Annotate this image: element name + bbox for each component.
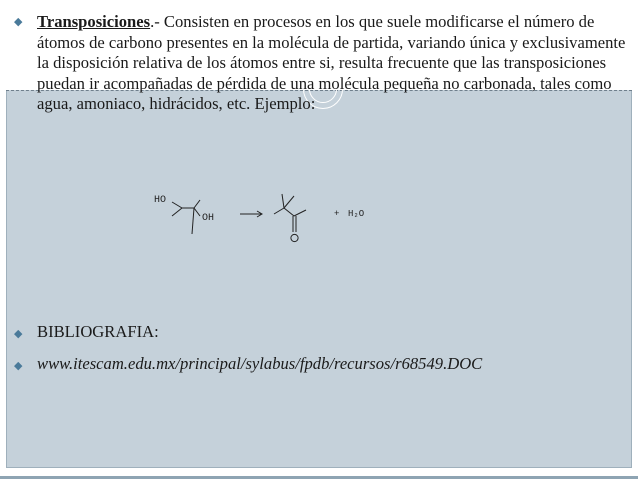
bibliography-url[interactable]: www.itescam.edu.mx/principal/sylabus/fpdb/recursos/r68549.DOC — [37, 354, 483, 373]
bibliography-url-item — [14, 354, 482, 377]
reaction-diagram — [148, 186, 388, 248]
bullet-icon: ◆ — [14, 360, 23, 372]
paragraph-text — [37, 12, 628, 115]
term-transposiciones: Transposiciones — [37, 12, 151, 31]
reaction-scheme — [148, 186, 388, 248]
bond — [194, 208, 200, 216]
bullet-icon: ◆ — [14, 328, 23, 340]
transposiciones-paragraph — [14, 12, 628, 115]
content-band — [6, 90, 632, 468]
bullet-icon: ◆ — [14, 16, 23, 28]
ho-label: HO — [154, 195, 167, 206]
bond — [294, 210, 306, 216]
bibliography-heading-item — [14, 322, 159, 345]
bond — [194, 200, 200, 208]
paragraph-body: .- Consisten en procesos en los que suele modificarse el número de átomos de carbono presentes en la molécula de partida, variando única y exclusivamente la disposición relativa de los átomos entre si, resulta frecuente que las transposiciones puedan ir acompañadas de pérdida de una molécula pequeña no carbonada, tales como agua, amoniaco, hidrácidos, etc. Ejemplo: — [37, 12, 626, 114]
water-label: H₂O — [348, 209, 365, 219]
bond — [274, 208, 284, 214]
bibliography-heading: BIBLIOGRAFIA: — [37, 322, 159, 341]
bond — [172, 208, 182, 216]
plus-sign: + — [334, 209, 340, 219]
bond — [284, 196, 294, 208]
bond — [282, 194, 284, 208]
bond — [284, 208, 294, 216]
bond — [192, 208, 194, 234]
bond — [172, 202, 182, 208]
oxygen-atom — [291, 234, 298, 241]
oh-label: OH — [202, 213, 215, 224]
